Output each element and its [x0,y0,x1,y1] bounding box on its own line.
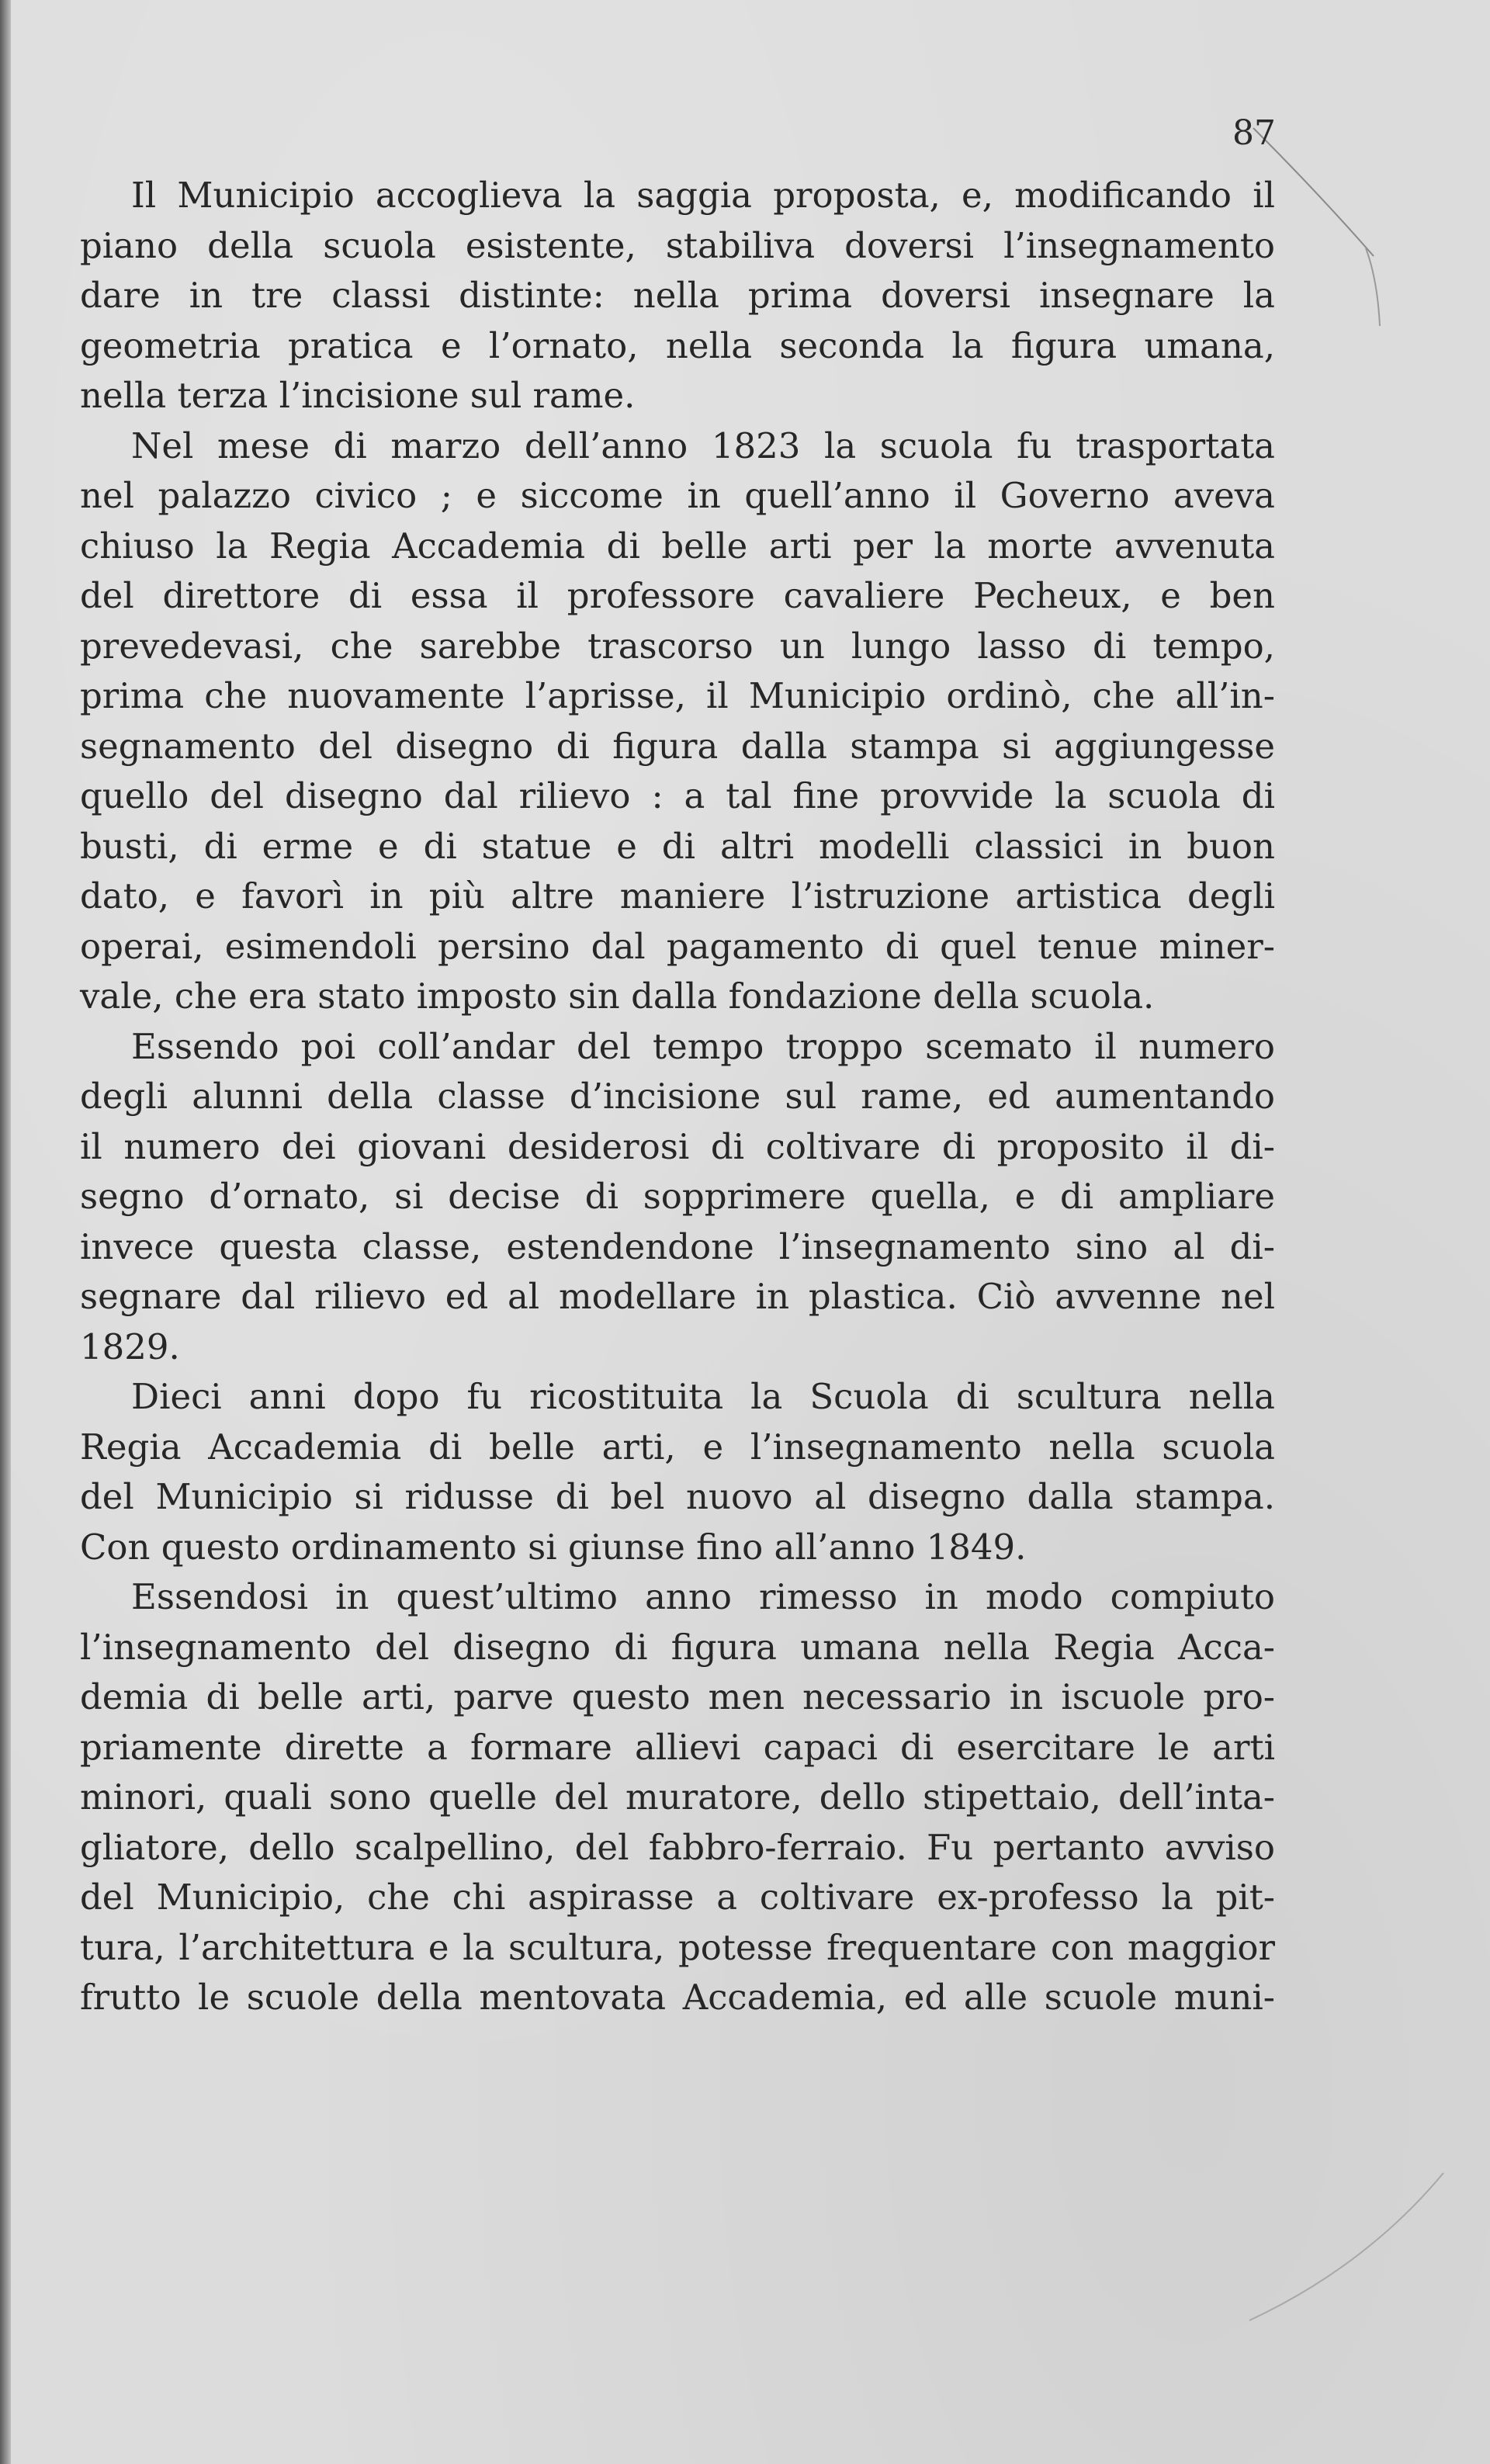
page-number: 87 [1232,113,1276,153]
paragraph-2 [80,421,1275,1022]
text-line: segnare dal rilievo ed al modellare in plastica. Ciò avvenne nel [80,1276,1275,1317]
text-line: dato, e favorì in più altre maniere l’istruzione artistica degli [80,875,1275,917]
text-line: vale, che era stato imposto sin dalla fondazione della scuola. [80,976,1155,1017]
text-line: gliatore, dello scalpellino, del fabbro-ferraio. Fu pertanto avviso [80,1826,1275,1868]
text-line: l’insegnamento del disegno di figura umana nella Regia Acca- [80,1626,1275,1668]
text-line: quello del disegno dal rilievo : a tal fine provvide la scuola di [80,775,1275,816]
text-line: priamente dirette a formare allievi capaci di esercitare le arti [80,1726,1275,1768]
text-line: Nel mese di marzo dell’anno 1823 la scuola fu trasportata [131,425,1275,466]
text-line: Essendosi in quest’ultimo anno rimesso in modo compiuto [131,1576,1275,1617]
text-line: Regia Accademia di belle arti, e l’insegnamento nella scuola [80,1426,1275,1468]
paragraph-4 [80,1372,1275,1572]
text-line: prima che nuovamente l’aprisse, il Municipio ordinò, che all’in- [80,675,1275,716]
text-line: Dieci anni dopo fu ricostituita la Scuola di scultura nella [131,1376,1275,1417]
text-line: frutto le scuole della mentovata Accademia, ed alle scuole muni- [80,1977,1275,2018]
text-line: nel palazzo civico ; e siccome in quell’anno il Governo aveva [80,475,1275,516]
text-line: dare in tre classi distinte: nella prima doversi insegnare la [80,275,1275,316]
text-line: piano della scuola esistente, stabiliva doversi l’insegnamento [80,224,1275,266]
text-line: segno d’ornato, si decise di sopprimere quella, e di ampliare [80,1176,1275,1217]
text-line: segnamento del disegno di figura dalla stampa si aggiungesse [80,725,1275,767]
text-line: il numero dei giovani desiderosi di coltivare di proposito il di- [80,1125,1275,1167]
text-line: del Municipio si ridusse di bel nuovo al disegno dalla stampa. [80,1476,1275,1517]
paragraph-1 [80,171,1275,421]
paragraph-5 [80,1572,1275,2023]
text-line: invece questa classe, estendendone l’insegnamento sino al di- [80,1225,1275,1267]
text-line: Con questo ordinamento si giunse fino all’anno 1849. [80,1526,1027,1568]
text-line: demia di belle arti, parve questo men necessario in iscuole pro- [80,1676,1275,1717]
body-text [80,171,1275,2023]
text-line: Il Municipio accoglieva la saggia proposta, e, modificando il [131,175,1275,216]
text-line: del Municipio, che chi aspirasse a coltivare ex-professo la pit- [80,1877,1275,1918]
text-line: degli alunni della classe d’incisione sul rame, ed aumentando [80,1076,1275,1117]
text-line: tura, l’architettura e la scultura, potesse frequentare con maggior [80,1926,1275,1968]
text-line: prevedevasi, che sarebbe trascorso un lungo lasso di tempo, [80,625,1275,667]
text-line: operai, esimendoli persino dal pagamento di quel tenue miner- [80,925,1275,967]
text-line: 1829. [80,1326,180,1367]
binding-shadow [0,0,11,2464]
paragraph-3 [80,1022,1275,1373]
text-line: Essendo poi coll’andar del tempo troppo scemato il numero [131,1025,1275,1067]
text-line: nella terza l’incisione sul rame. [80,375,636,416]
text-line: minori, quali sono quelle del muratore, dello stipettaio, dell’inta- [80,1776,1275,1818]
text-line: geometria pratica e l’ornato, nella seconda la figura umana, [80,324,1275,366]
text-line: chiuso la Regia Accademia di belle arti per la morte avvenuta [80,525,1275,567]
text-line: del direttore di essa il professore cavaliere Pecheux, e ben [80,575,1275,616]
text-line: busti, di erme e di statue e di altri modelli classici in buon [80,825,1275,867]
